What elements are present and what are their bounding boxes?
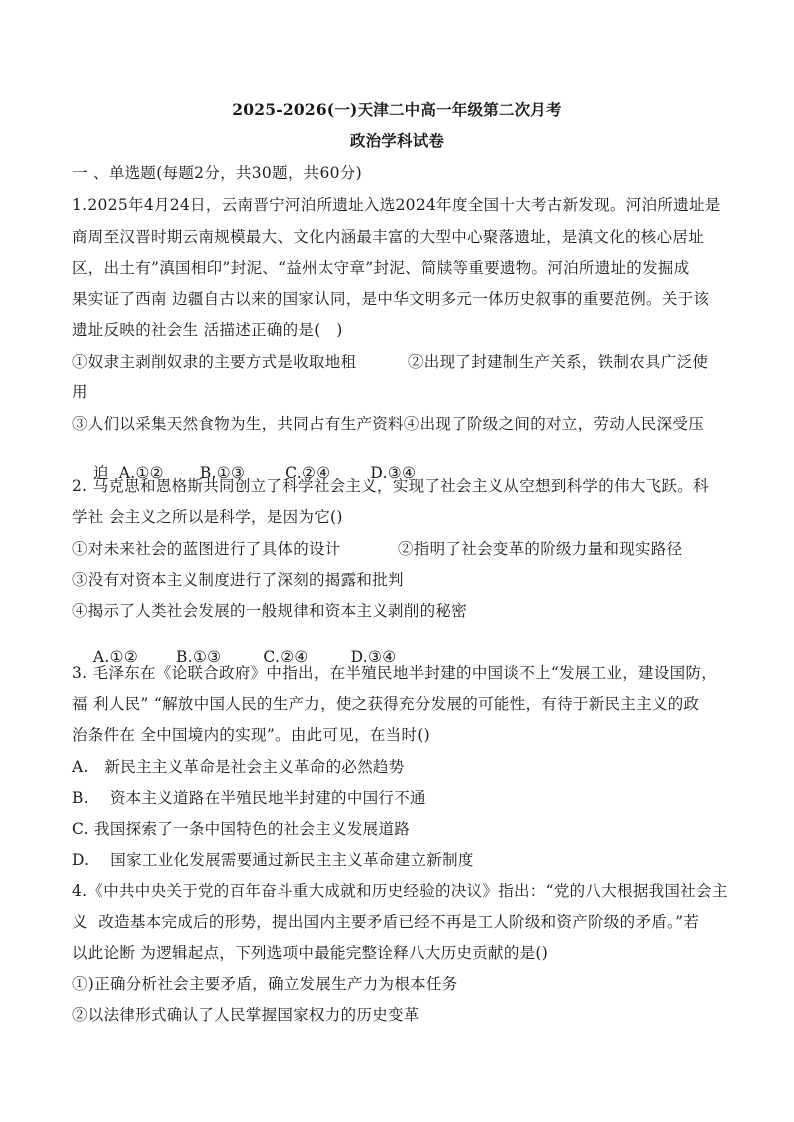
q1-stem-end: 迫 xyxy=(92,464,109,482)
q2-choice-b: B.①③ xyxy=(176,648,222,666)
q3-choice-a: A. 新民主主义革命是社会主义革命的必然趋势 xyxy=(72,758,405,776)
q2-statement-1: ①对未来社会的蓝图进行了具体的设计 xyxy=(72,540,341,558)
q4-statement-1: ①)正确分析社会主要矛盾，确立发展生产力为根本任务 xyxy=(72,975,458,993)
q1-choice-b: B.①③ xyxy=(199,464,246,482)
q1-choice-c: C.②④ xyxy=(285,464,331,482)
q3-choice-d: D. 国家工业化发展需要通过新民主主义革命建立新制度 xyxy=(72,851,474,869)
q1-statement-1: ①奴隶主剥削奴隶的主要方式是收取地租 xyxy=(72,353,357,371)
q1-stem-line-3: 区，出土有”滇国相印”封泥、“益州太守章”封泥、简牍等重要遗物。河泊所遗址的发掘成 xyxy=(72,259,690,277)
q1-stem-line-4: 果实证了西南 边疆自古以来的国家认同，是中华文明多元一体历史叙事的重要范例。关于该 xyxy=(72,290,710,308)
q1-stem-line-2: 商周至汉晋时期云南规模最大、文化内涵最丰富的大型中心聚落遗址，是滇文化的核心居址 xyxy=(72,228,705,246)
q3-choice-c: C. 我国探索了一条中国特色的社会主义发展道路 xyxy=(72,820,411,838)
q4-stem-line-2: 义 改造基本完成后的形势，提出国内主要矛盾已经不再是工人阶级和资产阶级的矛盾。”若 xyxy=(72,913,700,931)
q1-statement-2: ②出现了封建制生产关系，铁制农具广泛使 xyxy=(408,353,709,371)
q4-stem-line-3: 以此论断 为逻辑起点，下列选项中最能完整诠释八大历史贡献的是() xyxy=(72,944,549,962)
q2-choice-d: D.③④ xyxy=(350,648,397,666)
q1-statement-3-4: ③人们以采集天然食物为生，共同占有生产资料④出现了阶级之间的对立，劳动人民深受压 xyxy=(72,415,705,433)
q2-stem-line-1: 2. 马克思和恩格斯共同创立了科学社会主义，实现了社会主义从空想到科学的伟大飞跃。科 xyxy=(72,477,709,495)
section-heading: 一 、单选题(每题2分，共30题，共60分) xyxy=(72,164,362,182)
q1-choice-d: D.③④ xyxy=(370,464,417,482)
q3-choice-b: B. 资本主义道路在半殖民地半封建的中国行不通 xyxy=(72,789,426,807)
q3-stem-line-3: 治条件在 全中国境内的实现”。由此可见，在当时() xyxy=(72,726,430,744)
exam-title: 2025-2026(一)天津二中高一年级第二次月考 xyxy=(232,100,562,119)
q2-choice-c: C.②④ xyxy=(263,648,309,666)
q2-stem-line-2: 学社 会主义之所以是科学，是因为它() xyxy=(72,508,343,526)
q3-stem-line-2: 福 利人民” “解放中国人民的生产力，使之获得充分发展的可能性，有待于新民主主义的政 xyxy=(72,695,700,713)
q3-stem-line-1: 3. 毛泽东在《论联合政府》中指出，在半殖民地半封建的中国谈不上“发展工业，建设国防， xyxy=(72,664,718,682)
q2-choice-a: A.①② xyxy=(92,648,139,666)
q2-statement-2: ②指明了社会变革的阶级力量和现实路径 xyxy=(398,540,683,558)
q1-choice-a: A.①② xyxy=(118,464,164,482)
q4-stem-line-1: 4.《中共中央关于党的百年奋斗重大成就和历史经验的决议》指出：“党的八大根据我国社会主 xyxy=(72,882,728,900)
q2-statement-3: ③没有对资本主义制度进行了深刻的揭露和批判 xyxy=(72,571,404,589)
q4-statement-2: ②以法律形式确认了人民掌握国家权力的历史变革 xyxy=(72,1006,420,1024)
q1-statement-2-cont: 用 xyxy=(72,383,88,401)
q2-statement-4: ④揭示了人类社会发展的一般规律和资本主义剥削的秘密 xyxy=(72,602,468,620)
exam-subtitle: 政治学科试卷 xyxy=(349,131,445,150)
q1-stem-line-5: 遗址反映的社会生 活描述正确的是( ) xyxy=(72,321,343,339)
q1-stem-line-1: 1.2025年4月24日，云南晋宁河泊所遗址入选2024年度全国十大考古新发现。河泊所遗址是 xyxy=(72,196,721,214)
